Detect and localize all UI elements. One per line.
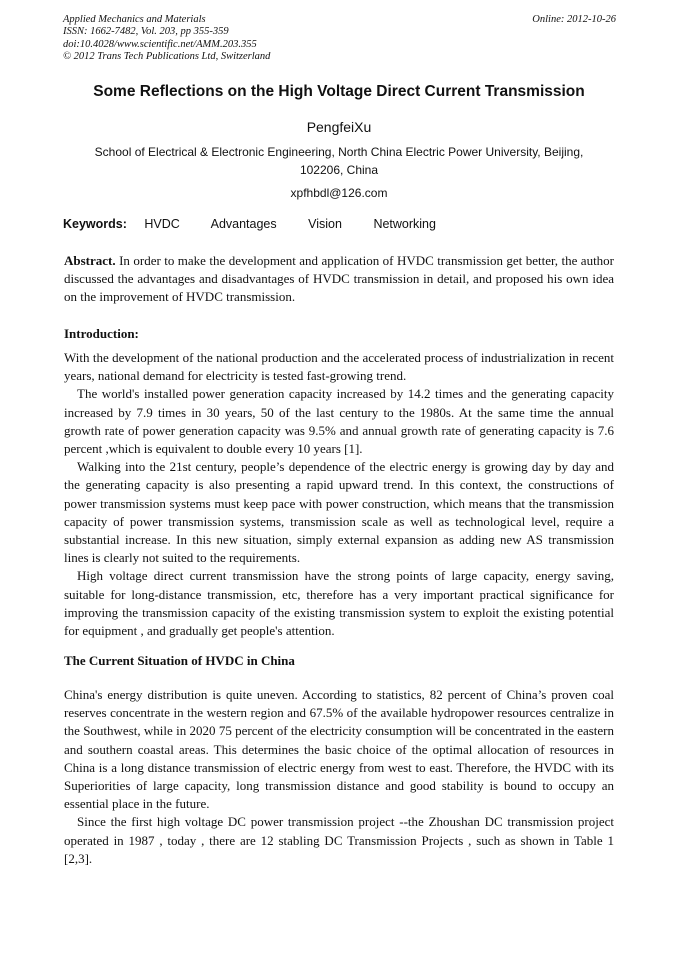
doi-line[interactable]: doi:10.4028/www.scientific.net/AMM.203.355 [63, 38, 257, 50]
paper-title: Some Reflections on the High Voltage Direct Current Transmission [93, 83, 585, 100]
copyright-line: © 2012 Trans Tech Publications Ltd, Switzerland [63, 51, 271, 63]
keywords-label: Keywords: [63, 217, 127, 231]
abstract-label: Abstract. [64, 253, 116, 268]
issn-line: ISSN: 1662-7482, Vol. 203, pp 355-359 [63, 26, 229, 38]
journal-name: Applied Mechanics and Materials [63, 14, 206, 25]
journal-header [63, 14, 616, 64]
abstract-text: In order to make the development and application of HVDC transmission get better, the author discussed the advantages and disadvantages of HVDC transmission in detail, and proposed his own idea on the improvement of HVDC transmission. [64, 253, 615, 305]
abstract-paragraph [64, 252, 614, 307]
intro-paragraph-1: With the development of the national production and the accelerated process of industrialization in recent years, national demand for electricity is tested fast-growing trend. [64, 350, 614, 384]
intro-paragraph-3: Walking into the 21st century, people’s dependence of the electric energy is growing day by day and the generating capacity is also presenting a rapid upward trend. In this context, the constructions of power transmission systems must keep pace with power construction, which means that the transmission capacity of power transmission systems, transmission scale as well as technological level, require a substantial increase. In this new situation, simply external expansion as adding new AS transmission lines is clearly not suited to the requirements. [64, 459, 614, 566]
author-email[interactable]: xpfhbdl@126.com [290, 186, 388, 200]
introduction-heading: Introduction: [64, 326, 139, 341]
introduction-section [64, 349, 614, 640]
online-date: Online: 2012-10-26 [532, 14, 616, 25]
keywords-line [63, 217, 464, 231]
keyword-item: Advantages [210, 217, 277, 231]
intro-paragraph-4: High voltage direct current transmission have the strong points of large capacity, energy saving, suitable for long-distance transmission, etc, therefore has a very important practical significance for improving the transmission capacity of the existing transmission system to exploit the existing potential for equipment , and gradually get people's attention. [64, 568, 614, 639]
keyword-item: HVDC [144, 217, 180, 231]
situation-paragraph-2: Since the first high voltage DC power transmission project --the Zhoushan DC transmission project operated in 1987 , today , there are 12 stabling DC Transmission Projects , such as shown in Table 1 [2,3]. [64, 814, 614, 866]
author-name: PengfeiXu [306, 119, 372, 135]
author-affiliation: School of Electrical & Electronic Engineering, North China Electric Power University, Beijing, 102206, China [94, 145, 584, 177]
situation-heading: The Current Situation of HVDC in China [64, 653, 295, 668]
intro-paragraph-2: The world's installed power generation capacity increased by 14.2 times and the generating capacity increased by 7.9 times in 30 years, 50 of the last century to the 1980s. At the same time the annual growth rate of power generation capacity was 9.5% and annual growth rate of generating capacity is 7.6 percent ,which is equivalent to double every 10 years [1]. [64, 386, 614, 457]
keyword-item: Vision [308, 217, 342, 231]
keyword-item: Networking [373, 217, 436, 231]
situation-paragraph-1: China's energy distribution is quite uneven. According to statistics, 82 percent of China’s proven coal reserves concentrate in the western region and 67.5% of the available hydropower resources centralize in the Southwest, while in 2020 75 percent of the electricity consumption will be concentrated in the eastern and southern coastal areas. This determines the basic choice of the optimal allocation of resources in China is a long distance transmission of electric energy from west to east. Therefore, the HVDC with its Superiorities of large capacity, long transmission distance and good stability is bound to occupy an essential place in the future. [64, 687, 614, 812]
situation-section [64, 686, 614, 868]
abstract-section [64, 252, 614, 307]
